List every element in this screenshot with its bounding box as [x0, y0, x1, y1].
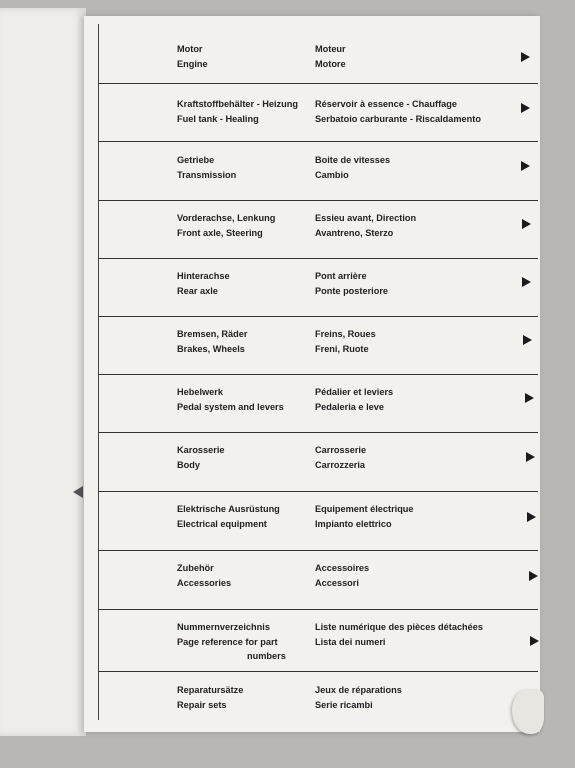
label-fr: Jeux de réparations	[315, 685, 402, 695]
label-fr: Réservoir à essence - Chauffage	[315, 99, 457, 109]
label-en: Engine	[177, 58, 208, 69]
label-fr: Pédalier et leviers	[315, 387, 394, 397]
label-it: Avantreno, Sterzo	[315, 227, 394, 238]
label-en: Electrical equipment	[177, 518, 267, 529]
tab-arrow-icon	[522, 277, 531, 287]
label-en: Accessories	[177, 577, 232, 588]
label-it: Pedaleria e leve	[315, 401, 384, 412]
section-brakes-fr	[315, 327, 376, 356]
section-rear-axle-de	[177, 269, 230, 298]
tab-arrow-icon	[530, 636, 539, 646]
label-it: Freni, Ruote	[315, 343, 369, 354]
section-engine-fr	[315, 42, 346, 71]
tab-arrow-icon	[523, 335, 532, 345]
section-front-axle-de	[177, 211, 275, 240]
label-it: Carrozzeria	[315, 459, 366, 470]
label-de: Vorderachse, Lenkung	[177, 213, 276, 223]
label-de: Reparatursätze	[177, 685, 244, 695]
label-de: Bremsen, Räder	[177, 329, 248, 339]
label-en: Brakes, Wheels	[177, 343, 245, 354]
label-de: Hebelwerk	[177, 387, 223, 397]
label-en: Pedal system and levers	[177, 401, 284, 412]
section-accessories-fr	[315, 561, 369, 590]
label-it: Cambio	[315, 169, 349, 180]
label-de: Elektrische Ausrüstung	[177, 504, 280, 514]
label-fr: Carrosserie	[315, 445, 367, 455]
label-en: Front axle, Steering	[177, 227, 263, 238]
tab-arrow-icon	[526, 452, 535, 462]
section-numbers-de	[177, 620, 286, 664]
tab-arrow-icon	[522, 219, 531, 229]
label-it: Serbatoio carburante - Riscaldamento	[315, 113, 481, 124]
index-page	[84, 16, 540, 732]
section-brakes-de	[177, 327, 247, 356]
section-numbers-fr	[315, 620, 483, 649]
label-de: Hinterachse	[177, 271, 230, 281]
label-it: Impianto elettrico	[315, 518, 392, 529]
section-repair-fr	[315, 683, 402, 712]
section-body-de	[177, 443, 225, 472]
label-en: Body	[177, 459, 200, 470]
label-en: Page reference for part	[177, 636, 278, 647]
label-de: Nummernverzeichnis	[177, 622, 270, 632]
label-en: Rear axle	[177, 285, 218, 296]
label-fr: Moteur	[315, 44, 346, 54]
label-fr: Equipement électrique	[315, 504, 414, 514]
label-fr: Boite de vitesses	[315, 155, 391, 165]
section-transmission-de	[177, 153, 236, 182]
section-electrical-de	[177, 502, 280, 531]
label-en: Fuel tank - Healing	[177, 113, 259, 124]
label-en: Repair sets	[177, 699, 227, 710]
tab-arrow-icon	[525, 393, 534, 403]
label-it: Accessori	[315, 577, 359, 588]
label-de: Motor	[177, 44, 203, 54]
label-de: Karosserie	[177, 445, 225, 455]
section-pedals-fr	[315, 385, 393, 414]
label-it: Motore	[315, 58, 346, 69]
label-de: Zubehör	[177, 563, 214, 573]
label-en: Transmission	[177, 169, 237, 180]
label-fr: Freins, Roues	[315, 329, 376, 339]
tab-arrow-icon	[527, 512, 536, 522]
label-it: Lista dei numeri	[315, 636, 386, 647]
section-transmission-fr	[315, 153, 390, 182]
label-fr: Essieu avant, Direction	[315, 213, 417, 223]
label-fr: Liste numérique des pièces détachées	[315, 622, 483, 632]
section-accessories-de	[177, 561, 231, 590]
tab-arrow-icon	[529, 571, 538, 581]
section-rear-axle-fr	[315, 269, 388, 298]
page-notch	[73, 486, 83, 498]
section-electrical-fr	[315, 502, 414, 531]
page-curl	[512, 690, 544, 734]
section-body-fr	[315, 443, 366, 472]
section-pedals-de	[177, 385, 284, 414]
label-de: Kraftstoffbehälter - Heizung	[177, 99, 298, 109]
label-it: Ponte posteriore	[315, 285, 389, 296]
tab-arrow-icon	[521, 161, 530, 171]
tab-arrow-icon	[521, 103, 530, 113]
section-fuel-de	[177, 97, 298, 126]
label-fr: Pont arrière	[315, 271, 367, 281]
label-de: Getriebe	[177, 155, 215, 165]
left-page	[0, 8, 86, 736]
label-it: Serie ricambi	[315, 699, 373, 710]
section-fuel-fr	[315, 97, 481, 126]
section-front-axle-fr	[315, 211, 416, 240]
label-fr: Accessoires	[315, 563, 370, 573]
section-repair-de	[177, 683, 243, 712]
tab-arrow-icon	[521, 52, 530, 62]
section-engine-de	[177, 42, 208, 71]
label-en-cont: numbers	[247, 651, 286, 661]
